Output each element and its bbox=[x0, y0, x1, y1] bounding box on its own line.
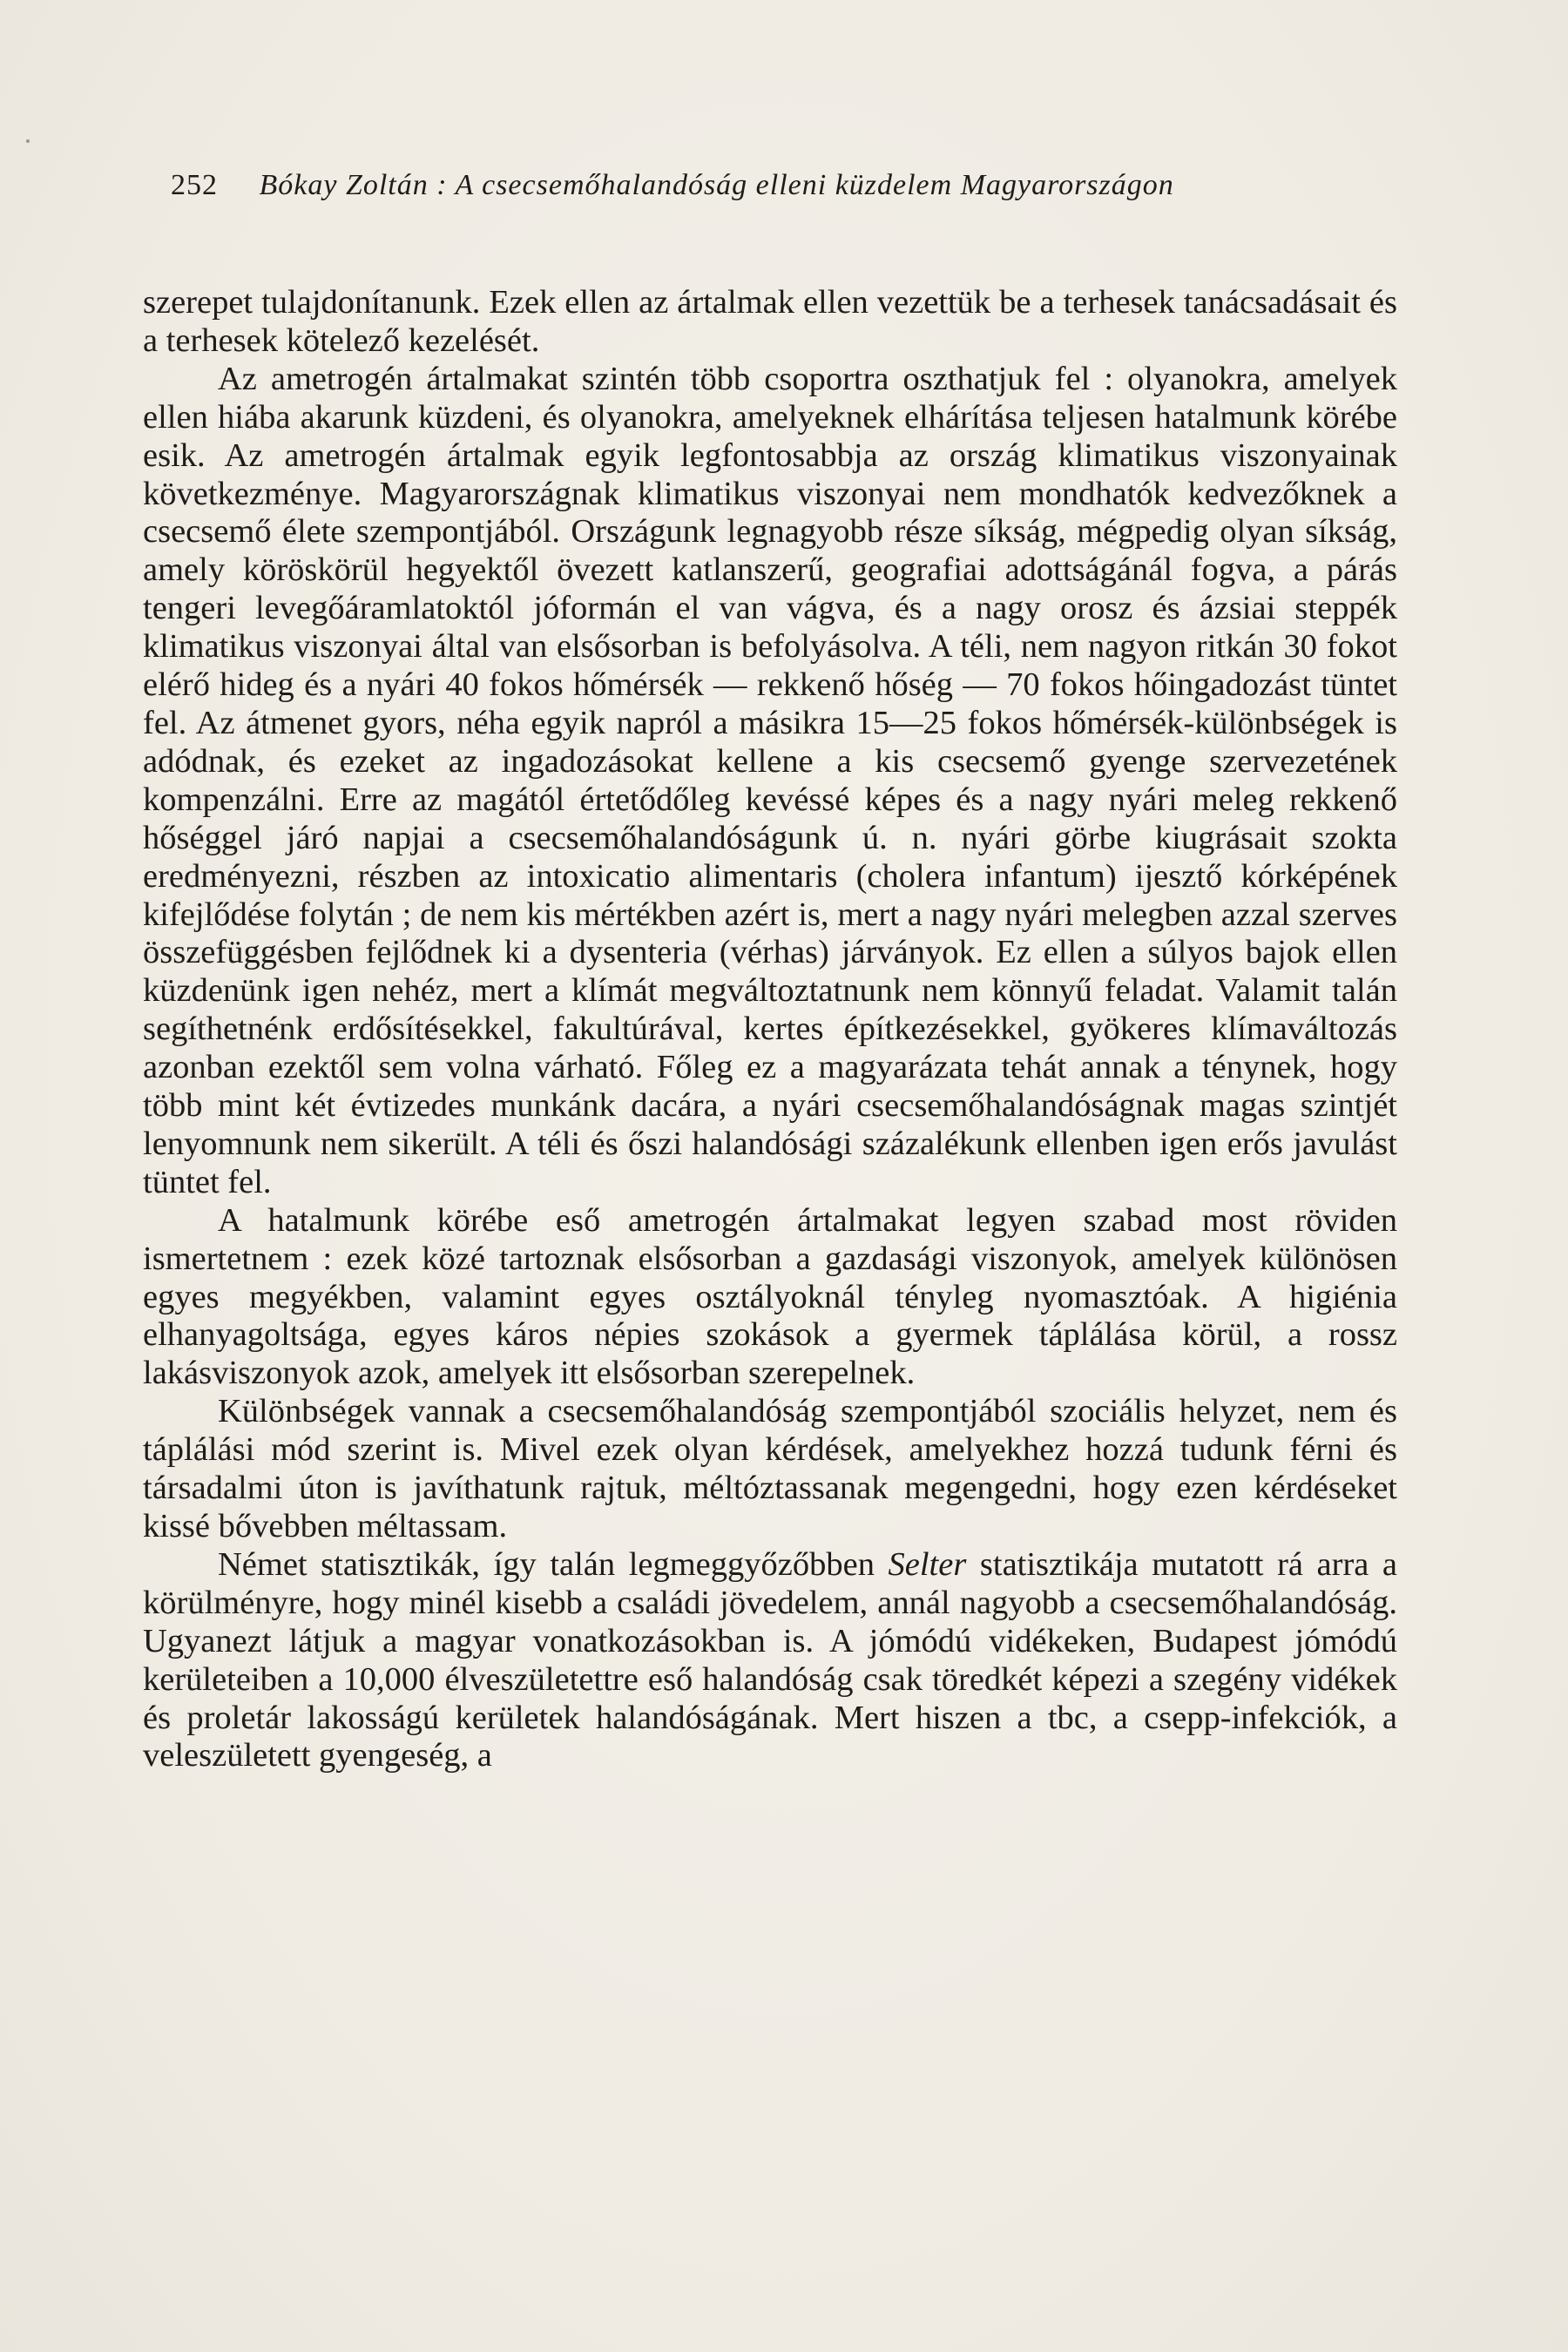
running-title: Bókay Zoltán : A csecsemőhalandóság elleni küzdelem Magyarországon bbox=[259, 169, 1174, 201]
paragraph-1: szerepet tulajdonítanunk. Ezek ellen az ártalmak ellen vezettük be a terhesek tanácsadásait és a terhesek kötelező kezelését. bbox=[143, 284, 1397, 359]
page-number: 252 bbox=[171, 169, 218, 201]
paragraph-3: A hatalmunk körébe eső ametrogén ártalmakat legyen szabad most röviden ismertetnem : ezek közé tartoznak elsősorban a gazdasági viszonyok, amelyek különösen egyes megyékben, valamint egyes osztályoknál tényleg nyomasztóak. A higiénia elhanyagoltsága, egyes káros népies szokások a gyermek táplálása körül, a rossz lakásviszonyok azok, amelyek itt elsősorban szerepelnek. bbox=[143, 1201, 1397, 1392]
paragraph-5 bbox=[143, 1546, 1397, 1775]
body-text bbox=[143, 284, 1397, 1775]
paragraph-5-start: Német statisztikák, így talán legmeggyőzőbben bbox=[218, 1545, 889, 1583]
paragraph-5-rest: statisztikája mutatott rá arra a körülményre, hogy minél kisebb a családi jövedelem, annál nagyobb a csecsemőhalandóság. Ugyanezt látjuk a magyar vonatkozásokban is. A jómódú vidékeken, Budapest jómódú kerületeiben a 10,000 élveszületettre eső halandóság csak töredkét képezi a szegény vidékek és proletár lakosságú kerületek halandóságának. Mert hiszen a tbc, a csepp-infekciók, a veleszületett gyengeség, a bbox=[143, 1545, 1397, 1774]
paragraph-2: Az ametrogén ártalmakat szintén több csoportra oszthatjuk fel : olyanokra, amelyek ellen hiába akarunk küzdeni, és olyanokra, amelyeknek elhárítása teljesen hatalmunk körébe esik. Az ametrogén ártalmak egyik legfontosabbja az ország klimatikus viszonyainak következménye. Magyarországnak klimatikus viszonyai nem mondhatók kedvezőknek a csecsemő élete szempontjából. Országunk legnagyobb része síkság, mégpedig olyan síkság, amely köröskörül hegyektől övezett katlanszerű, geografiai adottságánál fogva, a párás tengeri levegőáramlatoktól jóformán el van vágva, és a nagy orosz és ázsiai steppék klimatikus viszonyai által van elsősorban is befolyásolva. A téli, nem nagyon ritkán 30 fokot elérő hideg és a nyári 40 fokos hőmérsék — rekkenő hőség — 70 fokos hőingadozást tüntet fel. Az átmenet gyors, néha egyik napról a másikra 15—25 fokos hőmérsék-különbségek is adódnak, és ezeket az ingadozásokat kellene a kis csecsemő gyenge szervezetének kompenzálni. Erre az magától értetődőleg kevéssé képes és a nagy nyári meleg rekkenő hőséggel járó napjai a csecsemőhalandóságunk ú. n. nyári görbe kiugrásait szokta eredményezni, részben az intoxicatio alimentaris (cholera infantum) ijesztő kórképének kifejlődése folytán ; de nem kis mértékben azért is, mert a nagy nyári melegben azzal szerves összefüggésben fejlődnek ki a dysenteria (vérhas) járványok. Ez ellen a súlyos bajok ellen küzdenünk igen nehéz, mert a klímát megváltoztatnunk nem könnyű feladat. Valamit talán segíthetnénk erdősítésekkel, fakultúrával, kertes építkezésekkel, gyökeres klímaváltozás azonban ezektől sem volna várható. Főleg ez a magyarázata tehát annak a ténynek, hogy több mint két évtizedes munkánk dacára, a nyári csecsemőhalandóságnak magas szintjét lenyomnunk nem sikerült. A téli és őszi halandósági százalékunk ellenben igen erős javulást tüntet fel. bbox=[143, 360, 1397, 1200]
paragraph-4: Különbségek vannak a csecsemőhalandóság szempontjából szociális helyzet, nem és táplálási mód szerint is. Mivel ezek olyan kérdések, amelyekhez hozzá tudunk férni és társadalmi úton is javíthatunk rajtuk, méltóztassanak megengedni, hogy ezen kérdéseket kissé bővebben méltassam. bbox=[143, 1393, 1397, 1544]
paper-speck bbox=[26, 139, 30, 143]
running-header bbox=[171, 166, 1408, 206]
author-name-selter: Selter bbox=[888, 1545, 967, 1583]
